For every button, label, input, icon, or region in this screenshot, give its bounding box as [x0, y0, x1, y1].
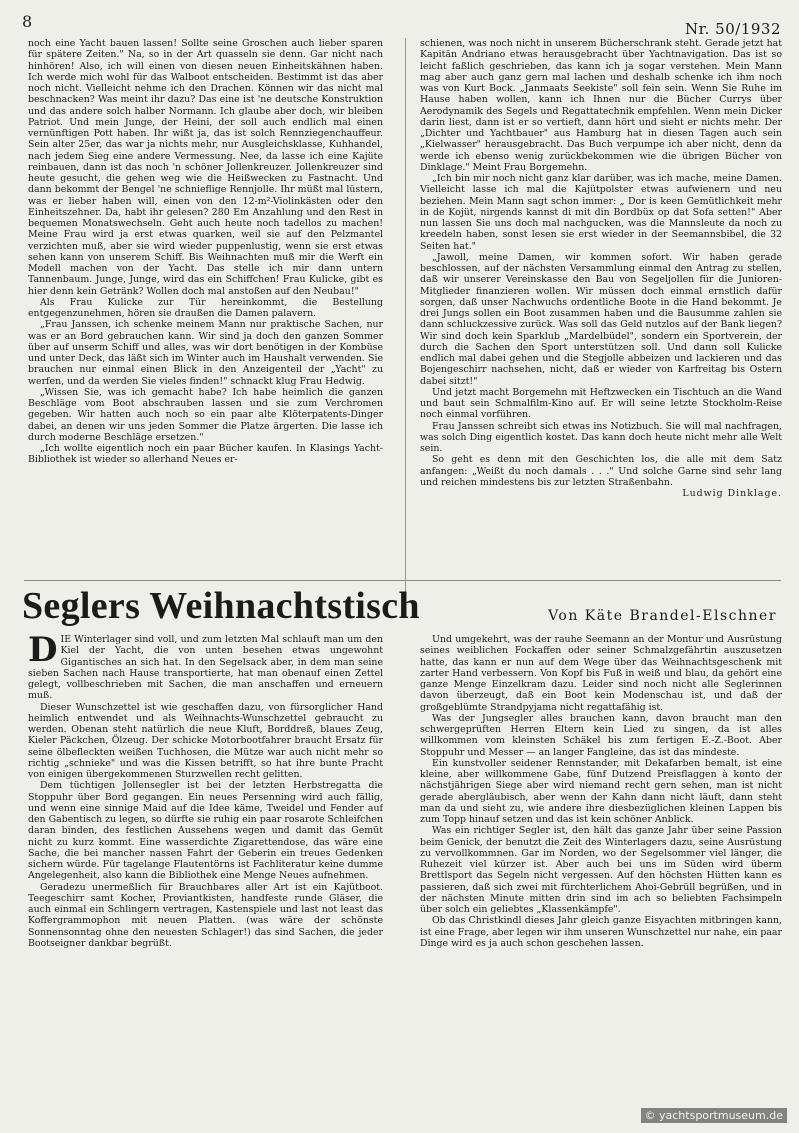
story-top-right-column — [420, 38, 782, 570]
paragraph: Frau Janssen schreibt sich etwas ins Notizbuch. Sie will mal nachfragen, was solch Ding eigentlich kostet. Das kann doch heute nicht mehr alle Welt sein. — [420, 420, 782, 454]
article-right-column — [420, 634, 782, 1044]
lead-paragraph — [28, 634, 383, 702]
paragraph: Und umgekehrt, was der rauhe Seemann an der Montur und Ausrüstung seines weiblichen Fockaffen oder seiner Schmalzgefährtin auszusetzen hatte, das kann er nun auf dem Wege über das Weihnachtsgeschenk mit zarter Hand verbessern. Von Kopf bis Fuß in weiß und blau, da gehört eine ganze Menge Einzelkram dazu. Leider sind noch nicht alle Seglerinnen davon überzeugt, daß ein Boot kein Modenschau ist, und daß der großgeblümte Strandpyjama nicht regattafähig ist. — [420, 634, 782, 713]
issue-number: Nr. 50/1932 — [685, 20, 781, 38]
paragraph: Ob das Christkindl dieses Jahr gleich ganze Eisyachten mitbringen kann, ist eine Frage, aber legen wir ihm unseren Wunschzettel nur nahe, ein paar Dinge wird es ja auch schon geschehen lassen. — [420, 915, 782, 949]
paragraph: „Jawoll, meine Damen, wir kommen sofort. Wir haben gerade beschlossen, auf der nächsten Versammlung einmal den Antrag zu stellen, daß wir unserer Vereinskasse den Bau von Segeljollen für die Junioren-Mitglieder finanzieren wollen. Wir müssen doch einmal ernstlich dafür sorgen, daß unser Nachwuchs ordentliche Boote in die Hand bekommt. Je drei Jungs sollen ein Boot zusammen haben und die Bausumme zahlen sie dann schluckzessive zurück. Was soll das Geld nutzlos auf der Bank liegen? Wir sind doch kein Sparklub „Mardelbüdel", sondern ein Sportverein, der durch die Sachen den Sport unterstützen soll. Und dann soll Kulicke endlich mal dabei gehen und die Stegjolle abbeizen und lackieren und das Bojengeschirr nachsehen, nicht, daß er wieder von Karfreitag bis Ostern dabei sitzt!" — [420, 251, 782, 387]
paragraph: „Frau Janssen, ich schenke meinem Mann nur praktische Sachen, nur was er an Bord gebrauchen kann. Wir sind ja doch den ganzen Sommer über auf unserm Schiff und alles, was wir dort benötigen in der Kombüse und unter Deck, das läßt sich im Winter auch im Haushalt verwenden. Sie brauchen nur einmal einen Blick in den Anzeigenteil der „Yacht" zu werfen, und da werden Sie vieles finden!" schnackt klug Frau Hedwig. — [28, 319, 383, 387]
lead-text: IE Winterlager sind voll, und zum letzten Mal schlauft man um den Kiel der Yacht, die von unten besehen etwas ungewohnt Gigantisches an sich hat. In den Segelsack aber, in dem man seine sieben Sachen nach Hause transportierte, hat man obenauf einen Zettel gelegt, vollbeschrieben mit Sachen, die man anschaffen und erneuern muß. — [28, 634, 383, 702]
story-top-left-column — [28, 38, 383, 608]
paragraph: schienen, was noch nicht in unserem Bücherschrank steht. Gerade jetzt hat Kapitän Andriano etwas herausgebracht über Yachtnavigation. Das ist so leicht faßlich geschrieben, das kann ich ja sogar verstehen. Mein Mann mag aber auch ganz gern mal lachen und deshalb schenke ich ihm noch was von Kurt Bock. „Janmaats Seekiste" soll fein sein. Wenn Sie Ruhe im Hause haben wollen, kann ich Ihnen nur die Bücher Currys über Aerodynamik des Segels und Regattatechnik empfehlen. Wenn mein Dicker darin liest, dann ist er so vertieft, dann hört und sieht er nichts mehr. Der „Dichter und Yachtbauer" aus Hamburg hat in diesen Tagen auch sein „Kielwasser" herausgebracht. Das Buch verpumpe ich aber nicht, denn da werde ich ebenso wenig zurückbekommen wie die übrigen Bücher von Dinklage." Meint Frau Borgemehn. — [420, 38, 782, 173]
paragraph: „Wissen Sie, was ich gemacht habe? Ich habe heimlich die ganzen Beschläge vom Boot abschrauben lassen und sie zum Verchromen gegeben. Wir hatten auch noch so ein paar alte Klöterpatents-Dinger dabei, an denen wir uns jeden Sommer die Platze ärgerten. Die lasse ich durch moderne Beschläge ersetzen." — [28, 386, 383, 443]
watermark-label: © yachtsportmuseum.de — [641, 1108, 787, 1123]
paragraph: „Ich wollte eigentlich noch ein paar Bücher kaufen. In Klasings Yacht-Bibliothek ist wieder so allerhand Neues er- — [28, 443, 383, 466]
paragraph: Ein kunstvoller seidener Rennstander, mit Dekafarben bemalt, ist eine kleine, aber willkommene Gabe, fünf Dutzend Preisflaggen à konto der nächstjährigen Siege aber wird niemand recht gern sehen, man ist nicht gerade abergläubisch, aber wenn der Kahn dann nicht läuft, dann steht man da und sieht zu, wie andere ihre diesbezüglichen kleinen Lappen bis zum Topp hinauf setzen und das ist kein schöner Anblick. — [420, 757, 782, 825]
paragraph: „Ich bin mir noch nicht ganz klar darüber, was ich mache, meine Damen. Vielleicht lasse ich mal die Kajütpolster etwas aufwienern und neu beziehen. Mein Mann sagt schon immer: „ Dor is keen Gemütlichkeit mehr in de Kojüt, nirgends kannst di mit din Bordbüx op dat Sofa setten!" Aber nun lassen Sie uns doch mal nachgucken, was die Mannsleute da noch zu kreedeln haben, sonst lesen sie erst wieder in der Seemannsbibel, die 32 Seiten hat." — [420, 173, 782, 252]
author-signature: Ludwig Dinklage. — [682, 488, 782, 499]
paragraph: Dieser Wunschzettel ist wie geschaffen dazu, von fürsorglicher Hand heimlich entwendet und als Weihnachts-Wunschzettel gebraucht zu werden. Obenan steht natürlich die neue Kluft, Borddreß, blaues Zeug, Kieler Päckchen, Ölzeug. Der schicke Motorbootfahrer braucht Ersatz für seine ölbefleckten weißen Tuchhosen, die Mütze war auch nicht mehr so richtig „schnieke" und was die Kissen betrifft, so hat ihre bunte Pracht von einigen übergekommenen Sturzwellen recht gelitten. — [28, 701, 383, 780]
article-title: Seglers Weihnachtstisch — [22, 585, 420, 627]
drop-cap: D — [28, 634, 58, 670]
column-divider — [405, 38, 406, 598]
paragraph: Was ein richtiger Segler ist, den hält das ganze Jahr über seine Passion beim Genick, der benutzt die Zeit des Winterlagers dazu, seine Ausrüstung zu vervollkommnen. Gar im Norden, wo der Segelsommer viel länger, die Ruhezeit viel kürzer ist. Aber auch bei uns im Süden wird überm Brettlsport das Segeln nicht vergessen. Auf den höchsten Hütten kann es passieren, daß sich zwei mit fürchterlichem Ahoi-Gebrüll begrüßen, und in der nächsten Minute mitten drin sind im ach so beliebten Fachsimpeln über solch ein geliebtes „Klassenkämpfe". — [420, 825, 782, 915]
article-left-column — [28, 634, 383, 1074]
article-byline: Von Käte Brandel-Elschner — [548, 608, 777, 624]
paragraph: Was der Jungsegler alles brauchen kann, davon braucht man den schwergeprüften Herren Eltern kein Lied zu singen, da ist alles willkommen vom kleinsten Schäkel bis zum fertigen E.-Z.-Boot. Aber Stoppuhr und Messer — an langer Fangleine, das ist das mindeste. — [420, 712, 782, 758]
paragraph: Dem tüchtigen Jollensegler ist bei der letzten Herbstregatta die Stoppuhr über Bord gegangen. Ein neues Persenning wird auch fällig, und wenn eine sinnige Maid auf die Idee käme, Tweidel und Fender auf den Gabentisch zu legen, so dürfte sie ruhig ein paar rosarote Schleifchen daran binden, des festlichen Aussehens wegen und damit das Gemüt nicht zu kurz kommt. Eine wasserdichte Zigarettendose, das wäre eine Sache, die bei mancher nassen Fahrt der Geberin ein treues Gedenken sichern würde. Für tagelange Flautentörns ist Fachliteratur keine dumme Angelegenheit, also kann die Bibliothek eine Menge Neues aufnehmen. — [28, 780, 383, 882]
paragraph: So geht es denn mit den Geschichten los, die alle mit dem Satz anfangen: „Weißt du noch damals . . ." Und solche Garne sind sehr lang und reichen mindestens bis zur letzten Straßenbahn. — [420, 454, 782, 488]
paragraph: Und jetzt macht Borgemehn mit Heftzwecken ein Tischtuch an die Wand und baut sein Schmalfilm-Kino auf. Er will seine letzte Stockholm-Reise noch einmal vorführen. — [420, 386, 782, 421]
paragraph: noch eine Yacht bauen lassen! Sollte seine Groschen auch lieber sparen für spätere Zeiten." Na, so in der Art quasseln sie denn. Gar nicht nach hinhören! Also, ich will einen von diesen neuen Einheitskähnen haben. Ich werde mich wohl für das Walboot entscheiden. Bestimmt ist das aber noch nicht. Vielleicht nehme ich den Drachen. Können wir das nicht mal beschnacken? Was meint ihr dazu? Das eine ist 'ne deutsche Konstruktion und das andere solch halber Normann. Ich glaube aber doch, wir bleiben Patriot. Und mein Junge, der Heini, der soll auch endlich mal einen vernünftigen Pott haben. Ihr wißt ja, das ist solch Rennziegenchauffeur. Sein alter 25er, das war ja nichts mehr, nur Ausgleichsklasse, Kuhhandel, nach jedem Sieg eine andere Vermessung. Nee, da lasse ich eine Kajüte reinbauen, dann ist das noch 'n schöner Jollenkreuzer. Jollenkreuzer sind heute gesucht, die gehen weg wie die Heißwecken zu Fastnacht. Und dann bekommt der Bengel 'ne schnieflige Rennjolle. Ihr müßt mal lüstern, was er lieber haben will, einen von den 12-m²-Violinkästen oder den Einheitszehner. Da, habt ihr gelesen? 280 Em Anzahlung und den Rest in bequemen Monatswechseln. Geht auch heute noch tadellos zu machen! Meine Frau wird ja erst etwas quarken, weil sie auf den Pelzmantel verzichten muß, aber sie wird wieder puppenlustig, wenn sie erst etwas sehen kann von unserem Schiff. Bis Weihnachten muß mir die Werft ein Modell machen von der Yacht. Das stelle ich mir dann untern Tannenbaum. Junge, Junge, wird das ein Schiffchen! Frau Kulicke, gibt es hier denn kein Getränk? Wollen doch mal anstoßen auf den Neubau!" — [28, 38, 383, 297]
paragraph: Als Frau Kulicke zur Tür hereinkommt, die Bestellung entgegenzunehmen, hören sie draußen die Damen palavern. — [28, 296, 383, 319]
section-divider — [24, 580, 781, 581]
paragraph: Geradezu unermeßlich für Brauchbares aller Art ist ein Kajütboot. Teegeschirr samt Kocher, Proviantkisten, handfeste runde Gläser, die auch einmal ein Schlingern vertragen, Kastenspiele und last not least das Koffergrammophon mit neuen Platten. (was wäre der schönste Sonnensonntag ohne den neuesten Schlager!) das sind Sachen, die jeder Bootseigner dankbar begrüßt. — [28, 881, 383, 949]
page-number: 8 — [22, 12, 33, 31]
